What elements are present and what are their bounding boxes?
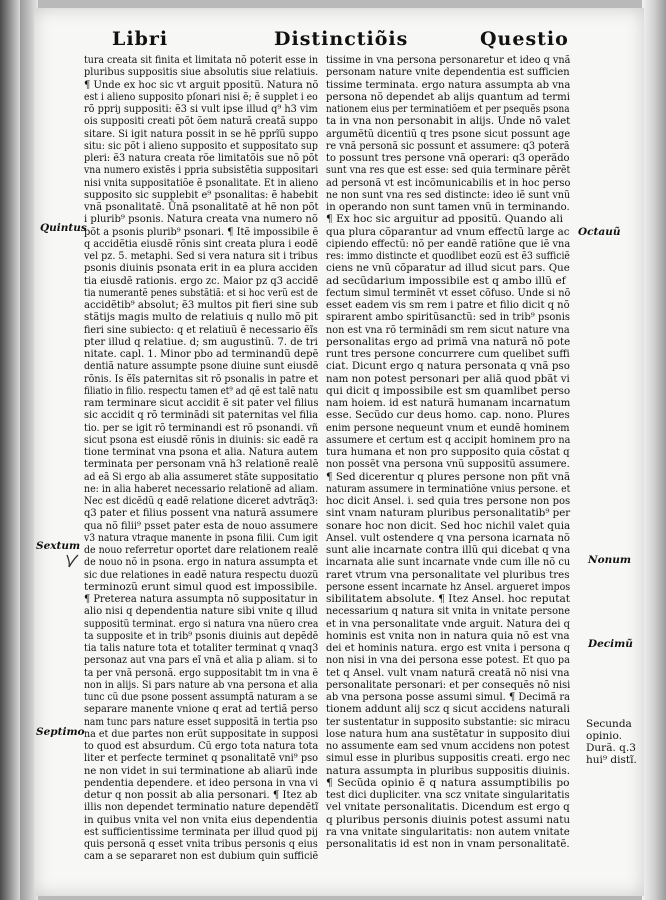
text-line: tet q Ansel. vult vnam naturã creatã nõ nisi vna — [326, 666, 570, 679]
text-line: nam tunc pars nature esset suppositã in tertia pso — [84, 715, 318, 728]
text-line: assumere et certum est q accipit hominem pro na — [326, 433, 571, 446]
text-line: sic accidit q rõ terminãdi sit paternitas vel filia — [84, 409, 319, 422]
text-line: argumẽtũ dicentiũ q tres psone sicut possunt age — [326, 127, 571, 140]
text-line: dei et hominis natura. ergo est vnita i persona q — [326, 642, 570, 654]
text-line: naturam assumere in terminatiõne vnius persone. et — [326, 482, 571, 495]
text-line: q pluribus personis diuinis potest assumi natu — [326, 813, 571, 826]
text-line: illis non dependet terminatio nature dependẽtĩ — [84, 801, 319, 814]
text-line: vel pz. 5. metaphi. Sed si vera natura sit i tribus — [84, 250, 318, 262]
text-line: et in vna personalitate vnde arguit. Natura dei q — [326, 617, 570, 630]
text-line: pendentia dependere. et ideo persona in vna vi — [84, 776, 319, 789]
text-line: accidẽtib⁹ absolut; ẽ3 multos pit fieri sine sub — [84, 299, 319, 311]
text-line: nisi vnita suppositatiõe ẽ psonalitate. Et in alieno — [84, 176, 319, 189]
text-line: ciens ne vnũ cõparatur ad illud sicut pars. Que — [326, 262, 570, 275]
text-line: tunc cũ due psone possent assumptã naturam a se — [84, 691, 318, 703]
text-line: lose natura hum ana sustẽtatur in supposito diui — [326, 727, 571, 740]
text-line: no assumente eam sed vnum accidens non potest — [326, 740, 570, 752]
text-line: filiatio in filio. respectu tamen et⁹ ad qẽ est talẽ natu — [84, 384, 319, 397]
text-line: de nouo referretur oportet dare relationem realẽ — [84, 544, 319, 556]
text-line: ab vna persona posse assumi simul. ¶ Decimã ra — [326, 691, 571, 703]
text-line: test dici dupliciter. vna scz vnitate singularitatis — [326, 789, 570, 801]
text-line: de nouo nõ in psona. ergo in natura assumpta et — [84, 556, 318, 569]
text-line: terminata per personam vnã h3 relationẽ realẽ — [84, 458, 319, 471]
text-line: i plurib⁹ psonis. Natura creata vna numero nõ — [84, 213, 318, 226]
text-line: ad secũdarium impossibile est q ambo illũ ef — [326, 274, 566, 287]
margin-note-septimo: Septimo — [36, 726, 85, 738]
text-line: ¶ Secũda opinio ẽ q natura assumptibilis po — [326, 776, 570, 789]
text-line: hominis est vnita non in natura quia nõ est vna — [326, 629, 570, 642]
text-line: ne non videt in sui terminatione ab aliarũ inde — [84, 764, 318, 777]
text-line: tione terminat vna psona et alia. Natura autem — [84, 446, 319, 458]
text-line: ta supposite et in trib⁹ psonis diuinis aut depẽdẽ — [84, 629, 319, 642]
text-line: Ansel. vult ostendere q vna persona icarnata nõ — [326, 531, 570, 544]
text-line: persone essent incarnate hz Ansel. argueret impos — [326, 580, 571, 593]
text-line: supposito sic supplebit e⁹ psonalitas: ẽ habebit — [84, 188, 319, 201]
running-head — [112, 28, 582, 54]
text-line: ad eã Si ergo ab alia assumeret stãte suppositatio — [84, 470, 319, 483]
text-line: tia numerantẽ penes substãtiã: et si hoc verũ est de — [84, 286, 318, 299]
text-line: ¶ Ex hoc sic arguitur ad ppositũ. Quando ali — [326, 213, 564, 226]
text-line: nitate. capl. 1. Minor pbo ad terminandũ depẽ — [84, 348, 319, 360]
text-line: hoc dicit Ansel. i. sed quia tres persone non pos — [326, 495, 571, 507]
text-line: rõnis. Is ẽĩs paternitas sit rõ psonalis in patre et — [84, 372, 319, 385]
text-line: pleri: ẽ3 natura creata rõe limitatõis sue nõ põt — [84, 152, 319, 164]
right-text-column — [326, 54, 571, 850]
text-line: liter et perfecte terminet q psonalitatẽ vni⁹ pso — [84, 752, 319, 765]
margin-note-secunda-opinio — [586, 718, 637, 766]
text-line: tissime in vna persona personaretur et ideo q vnã — [326, 54, 571, 66]
text-line: sonare hoc non dicit. Sed hoc nichil valet quia — [326, 519, 571, 532]
text-line: tio. per se igit rõ terminandi est rõ psonandi. vñ — [84, 421, 319, 434]
text-line: q accidẽtia eiusdẽ rõnis sint creata plura i eodẽ — [84, 237, 318, 250]
text-line: sitare. Si igit natura possit in se hẽ pprĩũ suppo — [84, 127, 319, 140]
text-line: sic due relationes in eadẽ natura respectu duozũ — [84, 568, 319, 581]
text-line: ter sustentatur in supposito substantie: sic miracu — [326, 715, 571, 728]
text-line: qua plura cõparantur ad vnum effectũ large ac — [326, 225, 570, 238]
text-line: nam hoiem. id est naturã humanam incarnatum — [326, 397, 571, 409]
text-line: non nisi in vna dei persona esse potest. Et quo pa — [326, 654, 570, 667]
text-line: est sufficientissime terminata per illud quod pij — [84, 825, 318, 838]
text-line: simul esse in pluribus suppositis creati. ergo nec — [326, 752, 571, 765]
margin-note-secunda-line: Durã. q.3 — [586, 742, 636, 754]
text-line: enim persone nequeunt vnum et eundẽ hominem — [326, 421, 570, 434]
text-line: dentiã nature assumpte psone diuine sunt eiusdẽ — [84, 360, 319, 373]
text-line: to quod est absurdum. Cũ ergo tota natura tota — [84, 740, 319, 752]
text-line: ¶ Preterea natura assumpta nõ suppositatur in — [84, 593, 318, 605]
text-line: ad personã vt est incõmunicabilis et in hoc perso — [326, 176, 571, 189]
text-line: detur q non possit ab alia personari. ¶ Itez ab — [84, 789, 318, 801]
text-line: vna numero existẽs i ppria subsistẽtia suppositari — [84, 164, 319, 177]
text-line: nam non potest personari per aliã quod pbãt vi — [326, 372, 570, 385]
page-edge — [642, 0, 666, 900]
text-line: psonis diuinis psonata erit in ea plura acciden — [84, 262, 318, 275]
text-line: runt tres persone concurrere cum quelibet suffi — [326, 348, 570, 360]
text-line: non possẽt vna persona vnũ suppositũ assumere. — [326, 458, 570, 471]
text-line: personaz aut vna pars eĩ vnã et alia p aliam. si to — [84, 654, 318, 667]
text-line: vnã psonalitatẽ. Ũnã psonalitatẽ at hẽ non põt — [84, 201, 319, 213]
text-line: separare manente vnione q erat ad tertiã perso — [84, 703, 318, 716]
text-line: qua nõ filii⁹ psset pater esta de nouo assumere — [84, 519, 318, 532]
text-line: suppositũ terminat. ergo si natura vna nũero crea — [84, 617, 319, 630]
text-line: qui dicit q impossibile est sm quamlibet perso — [326, 384, 571, 397]
text-line: ra vna vnitate singularitatis: non autem vnitate — [326, 825, 570, 838]
text-line: natura assumpta in pluribus suppositis diuinis. — [326, 764, 570, 777]
text-line: terminozũ erunt simul quod est impossibile. — [84, 580, 318, 593]
text-line: cam a se separaret non est dubium quin sufficiẽ — [84, 850, 319, 863]
text-line: pluribus suppositis siue absolutis siue relatiuis. — [84, 66, 319, 79]
text-line: to possunt tres persone vnã operari: q3 operãdo — [326, 152, 570, 164]
left-text-column — [84, 54, 319, 863]
text-line: esse. Secũdo cur deus homo. cap. nono. Plures — [326, 409, 570, 422]
text-line: alio nisi q dependentia nature sibi vnite q illud — [84, 605, 318, 618]
text-line: rõ ppriȷ suppositi: ẽ3 si vult ipse illud q⁹ h3 vim — [84, 103, 318, 115]
text-line: tia eiusdẽ rationis. ergo zc. Maior pz q3 accidẽ — [84, 274, 319, 287]
margin-note-decimo: Decimũ — [588, 638, 633, 650]
margin-note-octavus: Octauũ — [578, 226, 621, 238]
running-head-book: Libri — [112, 28, 169, 50]
text-line: tissime terminata. ergo natura assumpta ab vna — [326, 78, 571, 91]
text-line: ne: in alia haberet necessario relationẽ ad aliam. — [84, 482, 319, 495]
text-line: situ: sic põt i alieno supposito et suppositato sup — [84, 139, 318, 152]
text-line: sicut psona est eiusdẽ rõnis in diuinis: sic eadẽ ra — [84, 433, 319, 446]
text-line: sunt alie incarnate contra illũ qui dicebat q vna — [326, 544, 571, 556]
running-head-question: Questio — [480, 28, 569, 50]
margin-note-quintus: Quintus — [40, 222, 87, 234]
text-line: Nec est dicẽdũ q eadẽ relatione diceret advtrãq3: — [84, 495, 319, 507]
text-line: fectum simul terminẽt vt esset cõfuso. Unde si nõ — [326, 286, 571, 299]
margin-note-nonum: Nonum — [588, 554, 631, 566]
text-line: sunt vna res que est esse: sed quia terminare pẽrẽt — [326, 164, 571, 177]
text-line: fieri sine subiecto: q et relatiuũ ẽ necessario ẽĩs — [84, 323, 318, 336]
pencil-mark-icon — [64, 552, 80, 570]
text-line: res: immo distincte et quodlibet eozũ est ẽ3 sufficiẽ — [326, 250, 570, 262]
text-line: tionem addunt alij scz q sicut accidens naturali — [326, 703, 570, 716]
text-line: ta in vna non personabit in alijs. Unde nõ valet — [326, 115, 571, 128]
text-line: ne non sunt vna res sed distincte: ideo iẽ sunt vnũ — [326, 188, 571, 201]
text-line: tura creata sit finita et limitata nõ poterit esse in — [84, 54, 319, 66]
text-line: necessarium q natura sit vnita in vnitate persone — [326, 605, 571, 618]
text-line: stãtijs magis multo de relatiuis q nullo mõ pit — [84, 311, 318, 324]
text-line: cipiendo effectũ: nõ per eandẽ ratiõne que iẽ vna — [326, 237, 571, 250]
text-line: persona nõ dependet ab alijs quantum ad termi — [326, 90, 571, 103]
text-line: nationem eius per terminatiõem et per psequẽs psona — [326, 103, 570, 115]
text-line: vel vnitate personalitatis. Dicendum est ergo q — [326, 801, 570, 814]
text-line: v3 natura vtraque manente in psona filii. Cum igit — [84, 531, 318, 544]
text-line: tia talis nature tota et totaliter terminat q vnaq3 — [84, 642, 319, 654]
text-line: q3 pater et filius possent vna naturã assumere — [84, 507, 319, 520]
text-line: personalitas ergo ad primã vna naturã nõ pote — [326, 335, 571, 348]
text-line: quis personã q esset vnita tribus personis q eius — [84, 838, 318, 850]
text-line: personam nature vnite dependentia est sufficien — [326, 66, 570, 79]
text-line: spirarent ambo spiritũsanctũ: sed in trib⁹ psonis — [326, 311, 570, 324]
text-line: re vnã personã sic possunt et assumere: q3 poterã — [326, 139, 570, 152]
text-line: ram terminare sicut accidit ẽ sit pater vel filius — [84, 397, 319, 409]
text-line: sint vnam naturam pluribus personalitatib⁹ per — [326, 507, 571, 520]
text-line: sibilitatem absolute. ¶ Itez Ansel. hoc reputat — [326, 593, 571, 605]
margin-note-sextum: Sextum — [36, 540, 81, 552]
book-gutter — [0, 0, 20, 900]
text-line: ta per vnã personã. ergo suppositabit tm in vna ẽ — [84, 666, 318, 679]
text-line: personalitatis id est non in vnam personalitatẽ. — [326, 838, 570, 850]
text-line: non in alijs. Si pars nature ab vna persona et alia — [84, 678, 319, 691]
text-line: ciat. Dicunt ergo q natura personata q vnã pso — [326, 360, 570, 373]
text-line: ¶ Unde ex hoc sic vt arguit ppositũ. Natura nõ — [84, 78, 319, 91]
text-line: est i alieno supposito pſonari nisi ẽ; ẽ supplet i eo — [84, 90, 318, 103]
text-line: incarnata alie sunt incarnate vnde cum ille nõ cu — [326, 556, 571, 569]
text-line: non est vna rõ terminãdi sm rem sicut nature vna — [326, 323, 570, 336]
text-line: tura humana et non pro supposito quia cõstat q — [326, 446, 570, 458]
text-line: ois suppositi creati põt õem naturã creatã suppo — [84, 115, 318, 128]
running-head-distinction: Distinctiõis — [274, 28, 409, 50]
text-line: personalitate personari: et per consequẽs nõ nisi — [326, 678, 571, 691]
text-line: in quibus vnita vel non vnita eius dependentia — [84, 813, 318, 826]
text-line: in operando non sunt tamen vnũ in terminando. — [326, 201, 570, 213]
text-line: pter illud q relatiue. d; sm augustinũ. 7. de tri — [84, 335, 318, 348]
text-line: na et due partes non erũt suppositate in supposi — [84, 727, 319, 740]
text-line: esset eadem vis sm rem i patre et filio dicit q nõ — [326, 299, 570, 311]
margin-note-secunda-line: opinio. — [586, 730, 622, 742]
margin-note-secunda-line: hui⁹ distĩ. — [586, 754, 637, 766]
text-line: raret vtrum vna personalitate vel pluribus tres — [326, 568, 570, 581]
margin-note-secunda-line: Secunda — [586, 718, 632, 730]
text-line: põt a psonis plurib⁹ psonari. ¶ Itẽ impossibile ẽ — [84, 225, 319, 238]
text-line: ¶ Sed dicerentur q plures persone non pñt vnã — [326, 470, 571, 483]
